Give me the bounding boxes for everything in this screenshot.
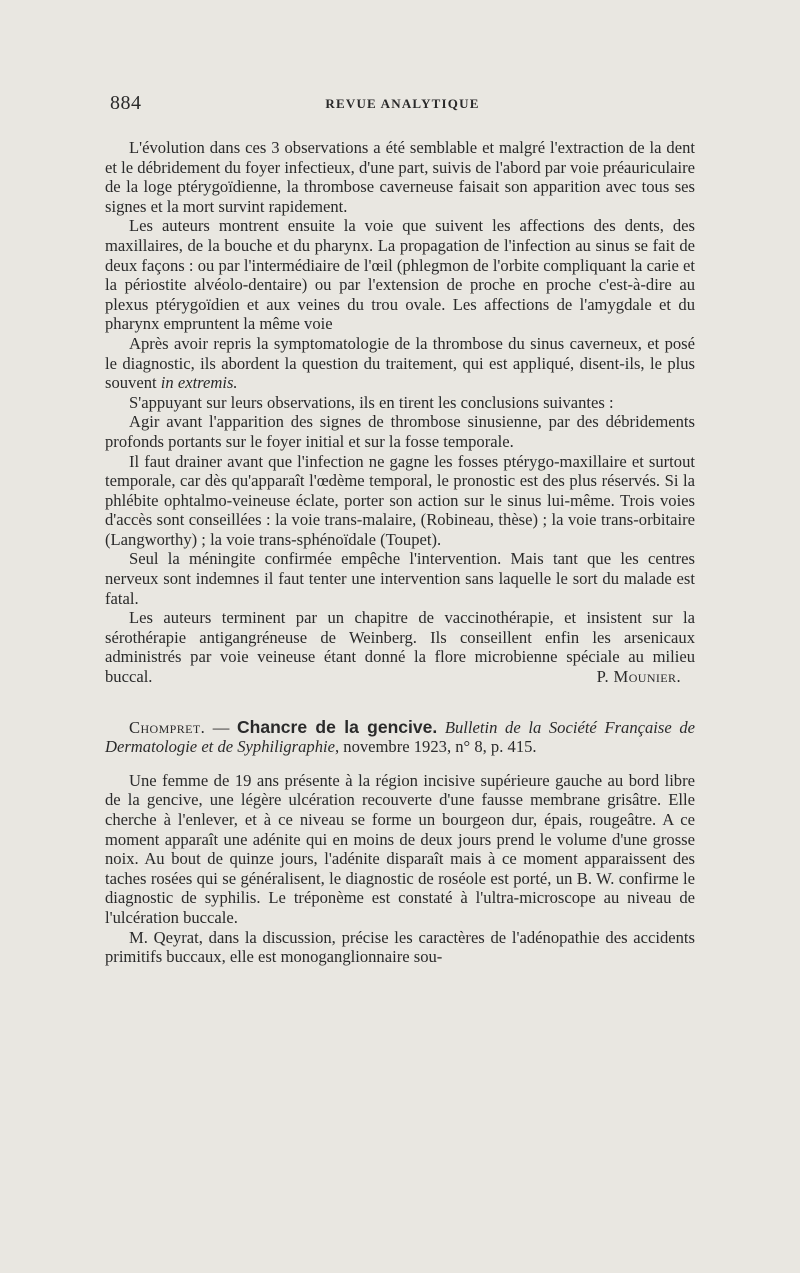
section-divider <box>105 687 695 718</box>
paragraph: Une femme de 19 ans présente à la région incisive supérieure gauche au bord libre de la gencive, une légère ulcération recouverte d'une fausse membrane grisâtre. Elle cherche à l'enlever, et à ce niveau se forme un bourgeon dur, épais, rougeâtre. A ce moment apparaît une adénite qui en moins de deux jours prend le volume d'une grosse noix. Au bout de quinze jours, l'adénite disparaît mais à ce moment apparaissent des taches rosées qui se généralisent, le diagnostic de roséole est porté, un B. W. confirme le diagnostic de syphilis. Le tréponème est constaté à l'ultra-microscope au niveau de l'ulcération buccale. <box>105 770 695 927</box>
citation-details: , novembre 1923, n° 8, p. 415. <box>334 737 537 757</box>
paragraph: Les auteurs montrent ensuite la voie que suivent les affections des dents, des maxillaires, de la bouche et du pharynx. La propagation de l'infection au sinus se fait de deux façons : ou par l'intermédiaire de l'œil (phlegmon de l'orbite compliquant la carie et la périostite alvéolo-dentaire) ou par l'extension de proche en proche c'est-à-dire au plexus ptérygoïdien et aux veines du trou ovale. Les affections de l'amygdale et du pharynx empruntent la même voie <box>105 216 695 334</box>
paragraph-text: Après avoir repris la symptomatologie de la thrombose du sinus caverneux, et posé le diagnostic, ils abordent la question du traitement, qui est appliqué, disent-ils, le plus souvent <box>105 333 695 393</box>
page-number: 884 <box>110 92 142 114</box>
italic-phrase: in extremis. <box>160 373 238 393</box>
paragraph: Il faut drainer avant que l'infection ne gagne les fosses ptérygo-maxillaire et surtout temporale, car dès qu'apparaît l'œdème temporal, le pronostic est des plus réservés. Si la phlébite ophtalmo-veineuse éclate, porter son action sur le sinus lui-même. Trois voies d'accès sont conseillées : la voie trans-malaire, (Robineau, thèse) ; la voie trans-orbitaire (Langworthy) ; la voie trans-sphénoïdale (Toupet). <box>105 451 695 549</box>
paragraph: L'évolution dans ces 3 observations a été semblable et malgré l'extraction de la dent et le débridement du foyer infectieux, d'une part, suivis de l'abord par voie préauriculaire de la loge ptérygoïdienne, la thrombose caverneuse faisait son apparition avec tous ses signes et la mort survint rapidement. <box>105 138 695 216</box>
paragraph: Les auteurs terminent par un chapitre de vaccinothérapie, et insistent sur la sérothérapie antigangréneuse de Weinberg. Ils conseillent enfin les arsenicaux administrés par voie veineuse étant donné la flore microbienne spéciale au milieu buccal. <box>105 608 695 687</box>
reviewer-signature: P. Mounier. <box>596 667 681 687</box>
running-title: REVUE ANALYTIQUE <box>325 96 480 111</box>
page-body <box>105 138 695 967</box>
paragraph: Agir avant l'apparition des signes de thrombose sinusienne, par des débridements profonds portants sur le foyer initial et sur la fosse temporale. <box>105 412 695 451</box>
article-title: Chancre de la gencive. <box>237 716 438 737</box>
paragraph: Seul la méningite confirmée empêche l'intervention. Mais tant que les centres nerveux sont indemnes il faut tenter une intervention sans laquelle le sort du malade est fatal. <box>105 549 695 608</box>
paragraph: S'appuyant sur leurs observations, ils en tirent les conclusions suivantes : <box>129 392 614 412</box>
review-article-2 <box>105 718 695 967</box>
paragraph <box>105 334 695 393</box>
review-article-1 <box>105 138 695 687</box>
article-reference <box>105 718 695 757</box>
journal-name: Bulletin de la Société Française de Dermatologie et de Syphiligraphie <box>105 717 696 757</box>
reference-dash: — <box>205 717 238 737</box>
article-author: Chompret. <box>129 717 206 737</box>
paragraph: M. Qeyrat, dans la discussion, précise les caractères de l'adénopathie des accidents primitifs buccaux, elle est monoganglionnaire sou- <box>105 927 695 967</box>
page-header <box>110 92 695 122</box>
